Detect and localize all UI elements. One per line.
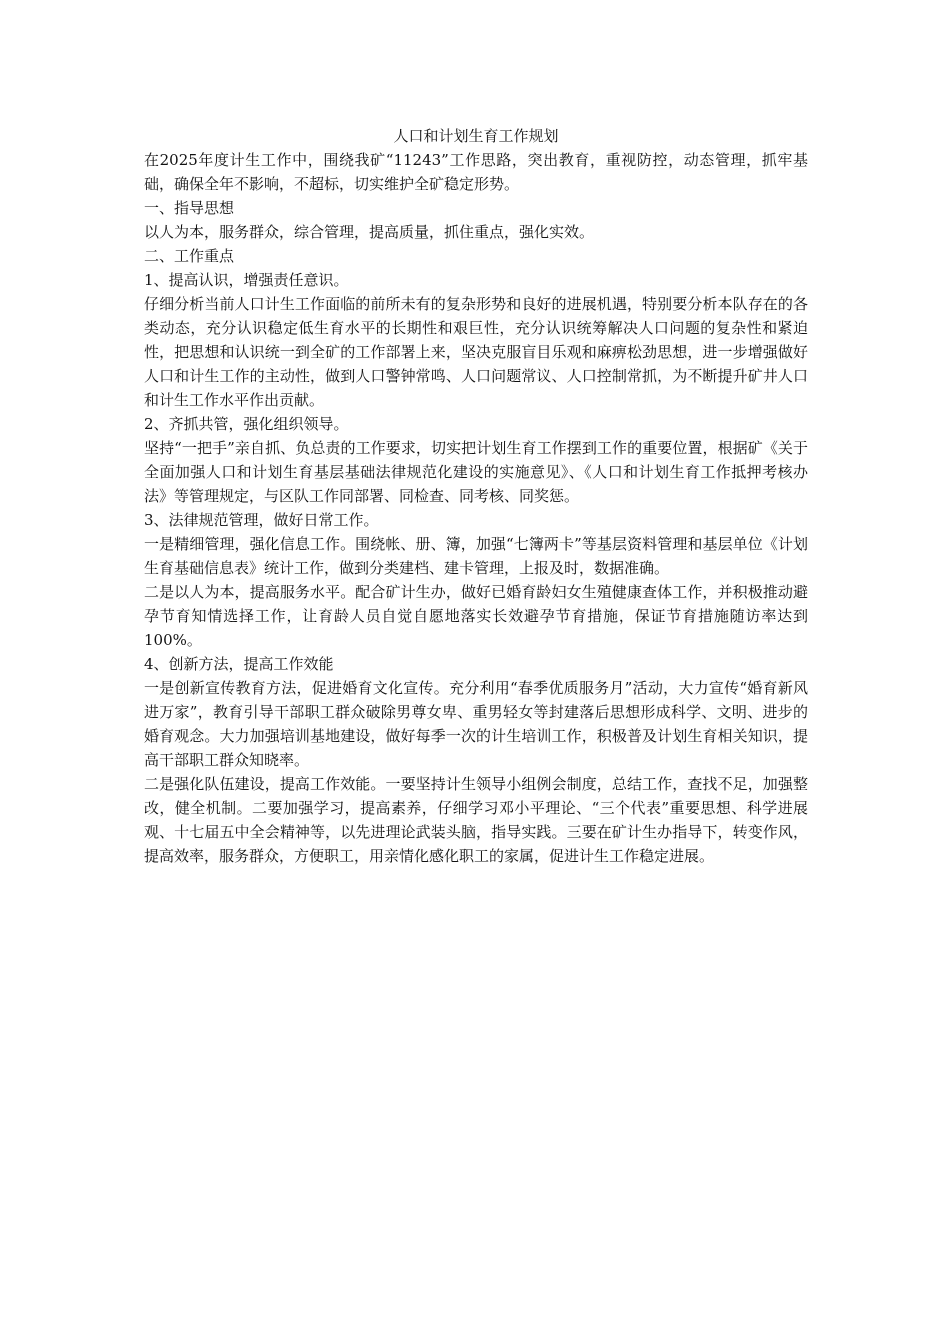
heading-work-focus: 二、工作重点 bbox=[144, 247, 235, 265]
paragraph-intro: 在2025年度计生工作中，围绕我矿“11243”工作思路，突出教育，重视防控，动态管理，抓牢基础，确保全年不影响，不超标，切实维护全矿稳定形势。 bbox=[144, 151, 808, 193]
heading-guiding-ideology: 一、指导思想 bbox=[144, 199, 235, 217]
subheading-2: 2、齐抓共管，强化组织领导。 bbox=[144, 415, 349, 433]
paragraph-2: 坚持“一把手”亲自抓、负总责的工作要求，切实把计划生育工作摆到工作的重要位置，根据矿《关于全面加强人口和计划生育基层基础法律规范化建设的实施意见》、《人口和计划生育工作抵押考核办法》等管理规定，与区队工作同部署、同检查、同考核、同奖惩。 bbox=[144, 439, 808, 505]
paragraph-4b: 二是强化队伍建设，提高工作效能。一要坚持计生领导小组例会制度，总结工作，查找不足，加强整改，健全机制。二要加强学习，提高素养，仔细学习邓小平理论、“三个代表”重要思想、科学进展观、十七届五中全会精神等，以先进理论武装头脑，指导实践。三要在矿计生办指导下，转变作风，提高效率，服务群众，方便职工，用亲情化感化职工的家属，促进计生工作稳定进展。 bbox=[144, 775, 808, 865]
subheading-1: 1、提高认识，增强责任意识。 bbox=[144, 271, 349, 289]
paragraph-guiding-ideology: 以人为本，服务群众，综合管理，提高质量，抓住重点，强化实效。 bbox=[144, 223, 595, 241]
paragraph-3b: 二是以人为本，提高服务水平。配合矿计生办，做好已婚育龄妇女生殖健康查体工作，并积极推动避孕节育知情选择工作，让育龄人员自觉自愿地落实长效避孕节育措施，保证节育措施随访率达到100%。 bbox=[144, 583, 808, 649]
subheading-3: 3、法律规范管理，做好日常工作。 bbox=[144, 511, 379, 529]
paragraph-1: 仔细分析当前人口计生工作面临的前所未有的复杂形势和良好的进展机遇，特别要分析本队存在的各类动态，充分认识稳定低生育水平的长期性和艰巨性，充分认识统筹解决人口问题的复杂性和紧迫性，把思想和认识统一到全矿的工作部署上来，坚决克服盲目乐观和麻痹松劲思想，进一步增强做好人口和计生工作的主动性，做到人口警钟常鸣、人口问题常议、人口控制常抓，为不断提升矿井人口和计生工作水平作出贡献。 bbox=[144, 295, 808, 409]
document-page bbox=[144, 124, 808, 868]
document-title: 人口和计划生育工作规划 bbox=[393, 127, 559, 145]
subheading-4: 4、创新方法，提高工作效能 bbox=[144, 655, 334, 673]
paragraph-3a: 一是精细管理，强化信息工作。围绕帐、册、簿，加强“七簿两卡”等基层资料管理和基层单位《计划生育基础信息表》统计工作，做到分类建档、建卡管理，上报及时，数据准确。 bbox=[144, 535, 808, 577]
paragraph-4a: 一是创新宣传教育方法，促进婚育文化宣传。充分利用“春季优质服务月”活动，大力宣传“婚育新风进万家”，教育引导干部职工群众破除男尊女卑、重男轻女等封建落后思想形成科学、文明、进步的婚育观念。大力加强培训基地建设，做好每季一次的计生培训工作，积极普及计划生育相关知识，提高干部职工群众知晓率。 bbox=[144, 679, 808, 769]
